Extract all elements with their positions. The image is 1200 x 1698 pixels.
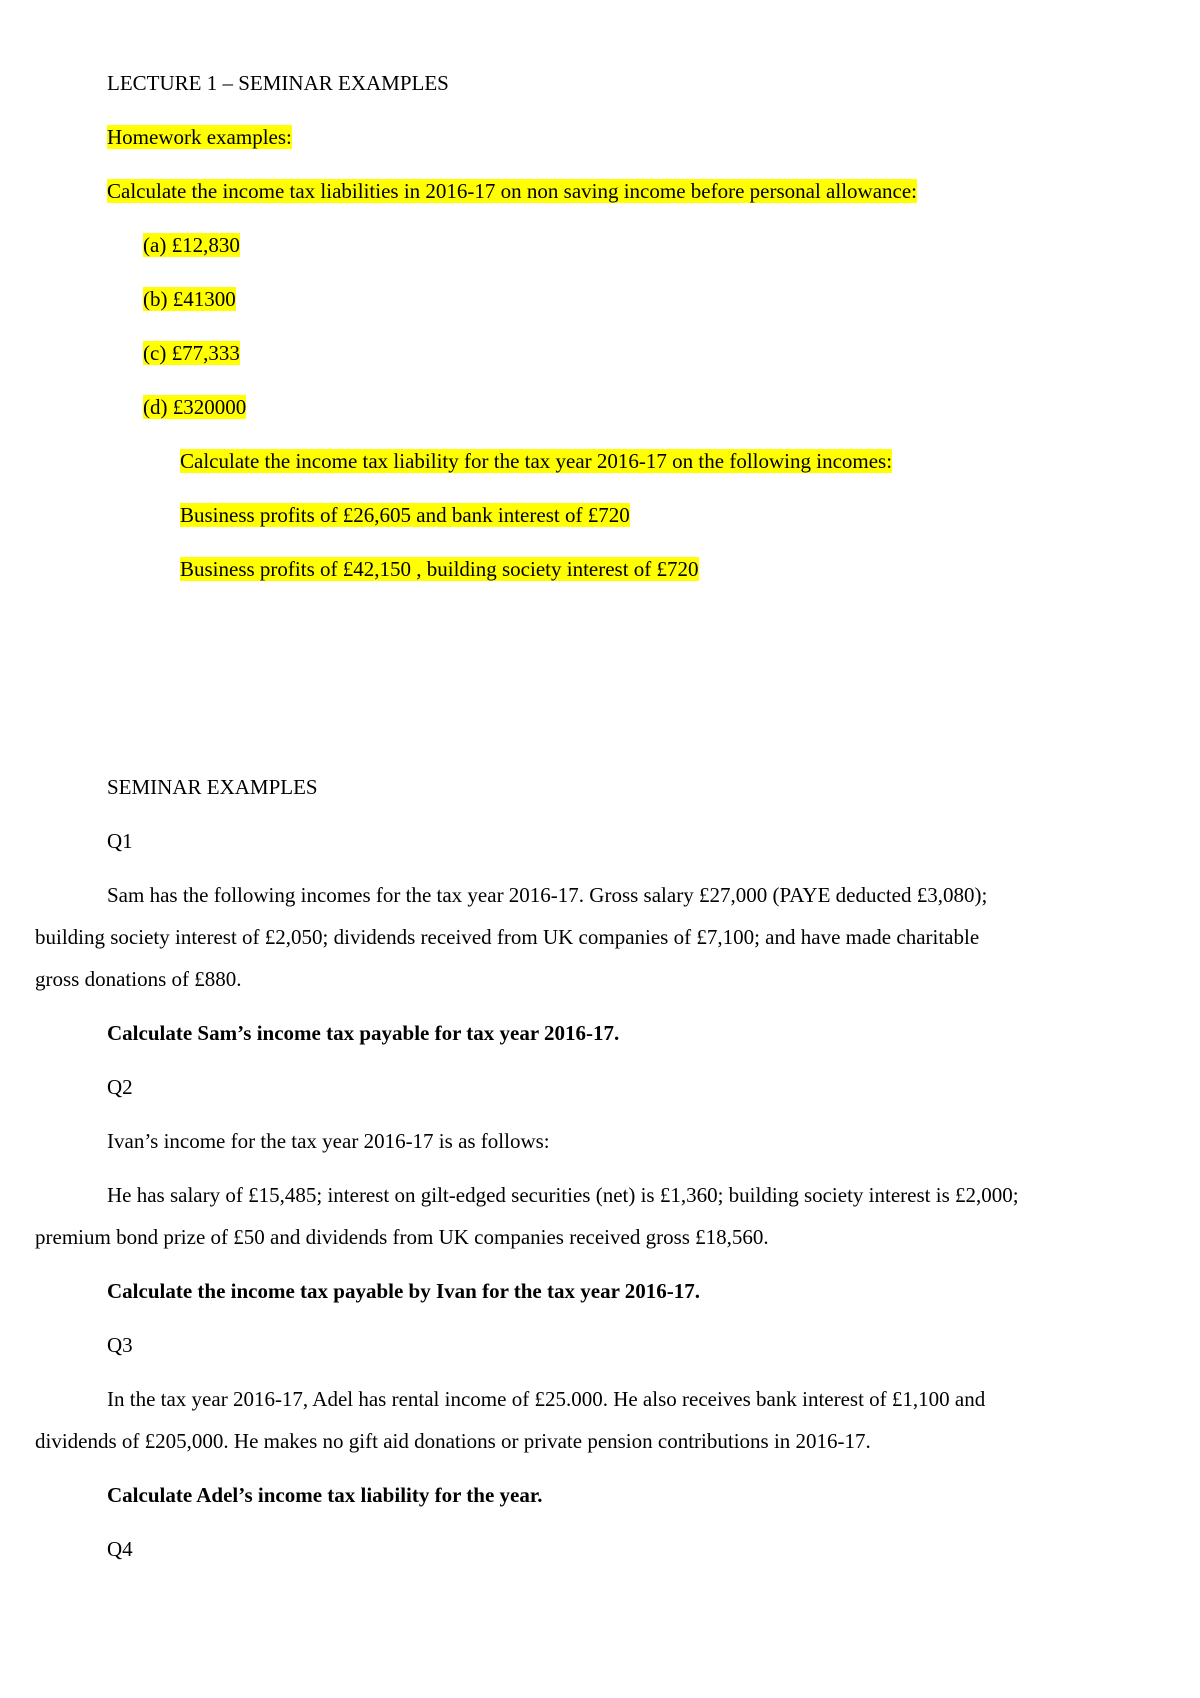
q1-text-line-1: Sam has the following incomes for the tax year 2016-17. Gross salary £27,000 (PAYE deducted £3,080); xyxy=(107,883,988,907)
homework-case-2: Business profits of £42,150 , building society interest of £720 xyxy=(180,557,699,581)
q2-text-line-1: He has salary of £15,485; interest on gilt-edged securities (net) is £1,360; building society interest is £2,000; xyxy=(107,1183,1019,1207)
item-label: (b) xyxy=(143,287,168,311)
item-label: (a) xyxy=(143,233,167,257)
seminar-heading: SEMINAR EXAMPLES xyxy=(107,775,318,799)
item-value: £320000 xyxy=(172,395,247,419)
homework-instruction: Calculate the income tax liabilities in 2016-17 on non saving income before personal allowance: xyxy=(107,179,918,203)
question-label-q2: Q2 xyxy=(107,1075,133,1099)
homework-item-a xyxy=(143,232,240,258)
q2-intro: Ivan’s income for the tax year 2016-17 is as follows: xyxy=(107,1129,550,1153)
item-value: £41300 xyxy=(172,287,236,311)
q2-text-line-2: premium bond prize of £50 and dividends from UK companies received gross £18,560. xyxy=(35,1225,769,1249)
homework-item-b xyxy=(143,286,236,312)
item-label: (c) xyxy=(143,341,167,365)
question-label-q4: Q4 xyxy=(107,1537,133,1561)
homework-case-1: Business profits of £26,605 and bank interest of £720 xyxy=(180,503,630,527)
q2-task: Calculate the income tax payable by Ivan for the tax year 2016-17. xyxy=(107,1279,701,1303)
homework-item-c xyxy=(143,340,240,366)
homework-heading: Homework examples: xyxy=(107,125,292,149)
q1-task: Calculate Sam’s income tax payable for tax year 2016-17. xyxy=(107,1021,620,1045)
homework-instruction-2: Calculate the income tax liability for the tax year 2016-17 on the following incomes: xyxy=(180,449,893,473)
q1-text-line-3: gross donations of £880. xyxy=(35,967,242,991)
item-value: £12,830 xyxy=(171,233,240,257)
question-label-q3: Q3 xyxy=(107,1333,133,1357)
item-value: £77,333 xyxy=(171,341,240,365)
document-title: LECTURE 1 – SEMINAR EXAMPLES xyxy=(107,71,449,95)
question-label-q1: Q1 xyxy=(107,829,133,853)
q3-task: Calculate Adel’s income tax liability for the year. xyxy=(107,1483,543,1507)
homework-item-d xyxy=(143,394,246,420)
q3-text-line-2: dividends of £205,000. He makes no gift aid donations or private pension contributions in 2016-17. xyxy=(35,1429,871,1453)
q1-text-line-2: building society interest of £2,050; dividends received from UK companies of £7,100; and have made charitable xyxy=(35,925,980,949)
q3-text-line-1: In the tax year 2016-17, Adel has rental income of £25.000. He also receives bank interest of £1,100 and xyxy=(107,1387,986,1411)
item-label: (d) xyxy=(143,395,168,419)
